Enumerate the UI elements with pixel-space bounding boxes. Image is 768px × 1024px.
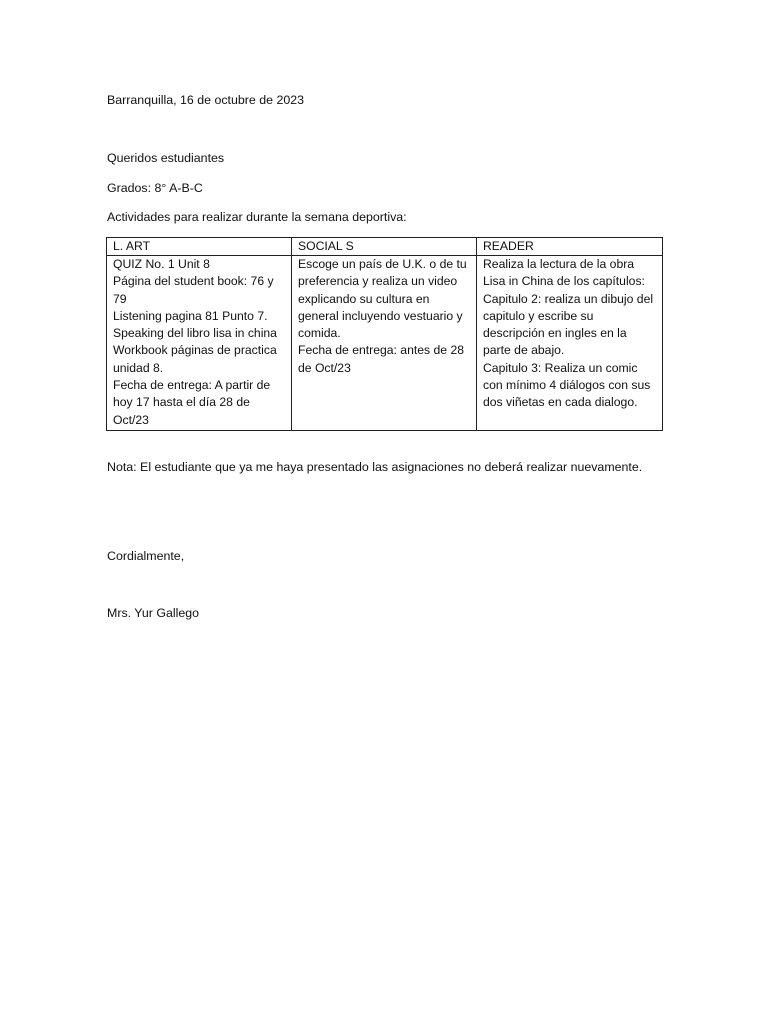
- date-line: Barranquilla, 16 de octubre de 2023: [107, 93, 305, 107]
- cell-line: Listening pagina 81 Punto 7.: [113, 308, 268, 323]
- activities-intro: Actividades para realizar durante la semana deportiva:: [107, 210, 407, 224]
- header-reader: READER: [477, 238, 663, 256]
- cell-line: Workbook páginas de practica unidad 8.: [113, 343, 277, 375]
- cell-line: Fecha de entrega: A partir de hoy 17 hasta el día 28 de Oct/23: [113, 378, 271, 427]
- header-l-art: L. ART: [107, 238, 292, 256]
- assignments-table: [106, 237, 663, 431]
- note-line: Nota: El estudiante que ya me haya presentado las asignaciones no deberá realizar nuevamente.: [107, 460, 643, 474]
- cell-social-s: [292, 256, 477, 431]
- cell-line: Fecha de entrega: antes de 28 de Oct/23: [298, 343, 465, 375]
- table-row: [107, 256, 663, 431]
- grades-line: Grados: 8° A-B-C: [107, 181, 203, 195]
- cell-line: QUIZ No. 1 Unit 8: [113, 257, 210, 271]
- cell-l-art: [107, 256, 292, 431]
- table-header-row: [107, 238, 663, 256]
- cell-line: Speaking del libro lisa in china: [113, 326, 277, 341]
- cell-line: Realiza la lectura de la obra Lisa in China de los capítulos:: [483, 257, 645, 289]
- cell-reader: [477, 256, 663, 431]
- closing-line: Cordialmente,: [107, 549, 185, 563]
- cell-line: Capitulo 2: realiza un dibujo del capitulo y escribe su descripción en ingles en la parte de abajo.: [483, 291, 654, 358]
- header-social-s: SOCIAL S: [292, 238, 477, 256]
- signature-line: Mrs. Yur Gallego: [107, 606, 200, 620]
- greeting: Queridos estudiantes: [107, 151, 225, 165]
- cell-line: Página del student book: 76 y 79: [113, 274, 274, 306]
- cell-line: Escoge un país de U.K. o de tu preferencia y realiza un video explicando su cultura en general incluyendo vestuario y comida.: [298, 257, 467, 341]
- cell-line: Capitulo 3: Realiza un comic con mínimo 4 diálogos con sus dos viñetas en cada dialogo.: [483, 360, 651, 410]
